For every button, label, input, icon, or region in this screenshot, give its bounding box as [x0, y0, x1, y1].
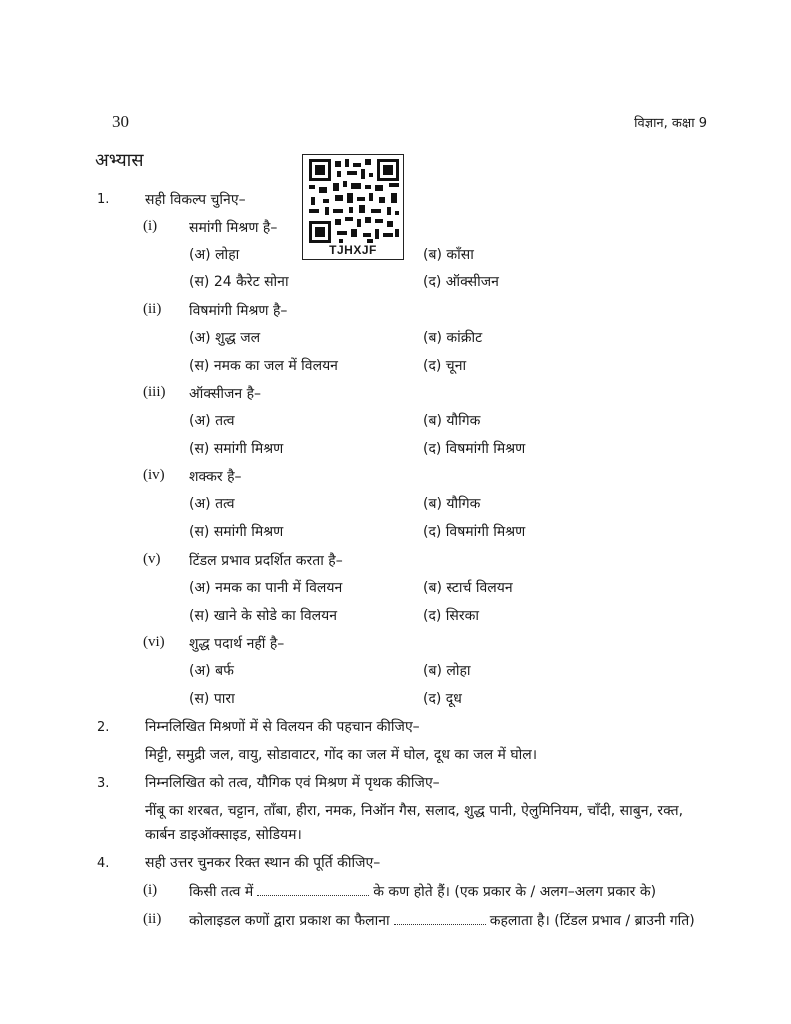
q4-sub1-before: किसी तत्व में: [189, 884, 254, 900]
q1-sub6-number: (vi): [143, 634, 165, 650]
q1-sub2-number: (ii): [143, 301, 162, 317]
q1-sub2-text: विषमांगी मिश्रण है–: [189, 303, 288, 319]
q1-sub3-option-a: (अ) तत्व: [189, 413, 235, 429]
q1-sub2-option-c: (स) नमक का जल में विलयन: [189, 358, 338, 374]
q4-sub2-number: (ii): [143, 911, 162, 927]
qr-code: [302, 154, 404, 260]
q3-body-line2: कार्बन डाइऑक्साइड, सोडियम।: [145, 827, 302, 843]
q3-number: 3.: [97, 776, 110, 791]
q1-sub1-option-d: (द) ऑक्सीजन: [423, 274, 499, 290]
q1-sub4-option-c: (स) समांगी मिश्रण: [189, 524, 284, 540]
q1-sub3-number: (iii): [143, 384, 166, 400]
q1-sub2-option-b: (ब) कांक्रीट: [423, 330, 483, 346]
q1-sub1-text: समांगी मिश्रण है–: [189, 220, 278, 236]
q3-body-line1: नींबू का शरबत, चट्टान, ताँबा, हीरा, नमक, निऑन गैस, सलाद, शुद्ध पानी, ऐलुमिनियम, चाँदी, साबुन, रक्त,: [145, 803, 684, 819]
q3-text: निम्नलिखित को तत्व, यौगिक एवं मिश्रण में पृथक कीजिए–: [145, 775, 440, 791]
q1-sub1-option-c: (स) 24 कैरेट सोना: [189, 274, 289, 290]
section-title: अभ्यास: [95, 150, 144, 171]
q1-sub4-option-a: (अ) तत्व: [189, 496, 235, 512]
q1-sub5-option-c: (स) खाने के सोडे का विलयन: [189, 608, 337, 624]
q1-text: सही विकल्प चुनिए–: [145, 192, 246, 208]
q4-sub1-after: के कण होते हैं। (एक प्रकार के / अलग–अलग प्रकार के): [373, 884, 657, 900]
q4-sub2-after: कहलाता है। (टिंडल प्रभाव / ब्राउनी गति): [489, 913, 695, 929]
q2-text: निम्नलिखित मिश्रणों में से विलयन की पहचान कीजिए–: [145, 719, 420, 735]
q1-sub6-option-c: (स) पारा: [189, 691, 235, 707]
running-head: विज्ञान, कक्षा 9: [634, 116, 707, 131]
q1-sub4-option-b: (ब) यौगिक: [423, 496, 481, 512]
q1-sub1-number: (i): [143, 218, 158, 234]
q1-sub6-option-b: (ब) लोहा: [423, 663, 471, 679]
q1-sub5-text: टिंडल प्रभाव प्रदर्शित करता है–: [189, 553, 343, 569]
q1-sub3-option-c: (स) समांगी मिश्रण: [189, 441, 284, 457]
q1-sub6-option-d: (द) दूध: [423, 691, 462, 707]
q1-sub5-number: (v): [143, 551, 161, 567]
q1-sub2-option-a: (अ) शुद्ध जल: [189, 330, 261, 346]
q4-number: 4.: [97, 856, 110, 871]
qr-code-icon: [309, 159, 399, 243]
q2-number: 2.: [97, 720, 110, 735]
q1-sub6-option-a: (अ) बर्फ: [189, 663, 234, 679]
q1-sub3-text: ऑक्सीजन है–: [189, 386, 261, 402]
q1-sub6-text: शुद्ध पदार्थ नहीं है–: [189, 636, 285, 652]
q1-sub1-option-a: (अ) लोहा: [189, 247, 240, 263]
q4-sub2-line: [189, 911, 695, 930]
q1-sub4-text: शक्कर है–: [189, 469, 242, 485]
page-number: 30: [112, 112, 129, 131]
q4-sub2-before: कोलाइडल कणों द्वारा प्रकाश का फैलाना: [189, 913, 390, 929]
q1-sub5-option-a: (अ) नमक का पानी में विलयन: [189, 580, 343, 596]
q1-sub5-option-d: (द) सिरका: [423, 608, 480, 624]
q1-sub5-option-b: (ब) स्टार्च विलयन: [423, 580, 513, 596]
q2-body: मिट्टी, समुद्री जल, वायु, सोडावाटर, गोंद का जल में घोल, दूध का जल में घोल।: [145, 747, 538, 763]
qr-code-text: TJHXJF: [329, 243, 377, 257]
q4-sub1-number: (i): [143, 882, 158, 898]
q1-sub2-option-d: (द) चूना: [423, 358, 467, 374]
q4-text: सही उत्तर चुनकर रिक्त स्थान की पूर्ति कीजिए–: [145, 855, 381, 871]
q4-sub2-blank: [394, 912, 486, 925]
q1-sub4-number: (iv): [143, 467, 165, 483]
q1-sub3-option-b: (ब) यौगिक: [423, 413, 481, 429]
q4-sub1-blank: [257, 883, 369, 896]
q1-number: 1.: [97, 192, 110, 207]
q4-sub1-line: [189, 882, 656, 901]
q1-sub1-option-b: (ब) काँसा: [423, 247, 474, 263]
q1-sub3-option-d: (द) विषमांगी मिश्रण: [423, 441, 526, 457]
q1-sub4-option-d: (द) विषमांगी मिश्रण: [423, 524, 526, 540]
